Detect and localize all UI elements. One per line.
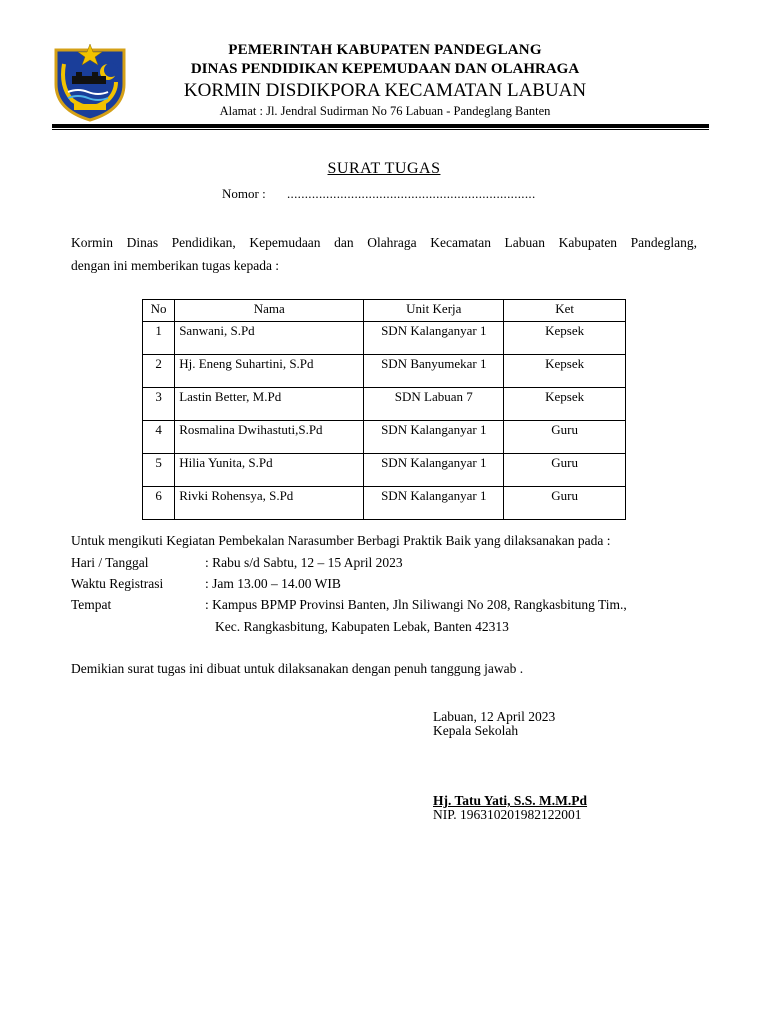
header-nama: Nama [175,300,364,322]
cell-no: 4 [143,421,175,454]
header-divider-thin [52,129,709,130]
cell-nama: Sanwani, S.Pd [175,322,364,355]
cell-unit-kerja: SDN Kalanganyar 1 [364,454,504,487]
cell-ket: Kepsek [504,388,626,421]
table-row [143,388,626,421]
purpose-text: Untuk mengikuti Kegiatan Pembekalan Narasumber Berbagi Praktik Baik yang dilaksanakan pada : [71,533,611,548]
table-row [143,421,626,454]
header-ket: Ket [504,300,626,322]
cell-unit-kerja: SDN Banyumekar 1 [364,355,504,388]
table-header-row [143,300,626,322]
signature-place-date: Labuan, 12 April 2023 [433,709,556,724]
day-value: : Rabu s/d Sabtu, 12 – 15 April 2023 [205,555,403,570]
document-title-text: SURAT TUGAS [327,160,441,177]
cell-ket: Guru [504,454,626,487]
signature-nip: NIP. 196310201982122001 [433,807,582,822]
intro-line1: Kormin Dinas Pendidikan, Kepemudaan dan Olahraga Kecamatan Labuan Kabupaten Pandeglang, [71,235,697,250]
cell-no: 1 [143,322,175,355]
header-divider-thick [52,124,709,128]
cell-nama: Hilia Yunita, S.Pd [175,454,364,487]
table-row [143,487,626,520]
cell-no: 5 [143,454,175,487]
nomor-value: ...................................................................... [287,186,536,201]
cell-unit-kerja: SDN Kalanganyar 1 [364,322,504,355]
signature-position: Kepala Sekolah [433,723,519,738]
cell-unit-kerja: SDN Kalanganyar 1 [364,421,504,454]
letterhead-line1: PEMERINTAH KABUPATEN PANDEGLANG [228,42,542,58]
table-row [143,355,626,388]
nomor-label: Nomor : [222,186,266,201]
cell-ket: Guru [504,487,626,520]
letterhead-line2: DINAS PENDIDIKAN KEPEMUDAAN DAN OLAHRAGA [190,61,580,77]
header-no: No [143,300,175,322]
cell-ket: Kepsek [504,322,626,355]
cell-no: 2 [143,355,175,388]
assignee-table [142,299,626,520]
cell-no: 6 [143,487,175,520]
cell-nama: Hj. Eneng Suhartini, S.Pd [175,355,364,388]
table-row [143,322,626,355]
day-label: Hari / Tanggal [71,555,149,570]
header-unit-kerja: Unit Kerja [364,300,504,322]
place-value-line2: Kec. Rangkasbitung, Kabupaten Lebak, Banten 42313 [215,619,509,634]
signature-name: Hj. Tatu Yati, S.S. M.M.Pd [433,793,588,808]
cell-unit-kerja: SDN Labuan 7 [364,388,504,421]
cell-unit-kerja: SDN Kalanganyar 1 [364,487,504,520]
place-value-line1: : Kampus BPMP Provinsi Banten, Jln Siliwangi No 208, Rangkasbitung Tim., [205,597,627,612]
letterhead-address: Alamat : Jl. Jendral Sudirman No 76 Labuan - Pandeglang Banten [219,104,551,118]
intro-line2: dengan ini memberikan tugas kepada : [71,258,280,273]
letterhead-line3: KORMIN DISDIKPORA KECAMATAN LABUAN [183,80,587,101]
cell-nama: Lastin Better, M.Pd [175,388,364,421]
cell-ket: Kepsek [504,355,626,388]
regency-emblem-icon [50,42,130,122]
time-label: Waktu Registrasi [71,576,164,591]
cell-no: 3 [143,388,175,421]
cell-ket: Guru [504,421,626,454]
table-row [143,454,626,487]
document-title [0,160,768,178]
time-value: : Jam 13.00 – 14.00 WIB [205,576,341,591]
closing-text: Demikian surat tugas ini dibuat untuk dilaksanakan dengan penuh tanggung jawab . [71,661,524,676]
cell-nama: Rivki Rohensya, S.Pd [175,487,364,520]
place-label: Tempat [71,597,112,612]
cell-nama: Rosmalina Dwihastuti,S.Pd [175,421,364,454]
